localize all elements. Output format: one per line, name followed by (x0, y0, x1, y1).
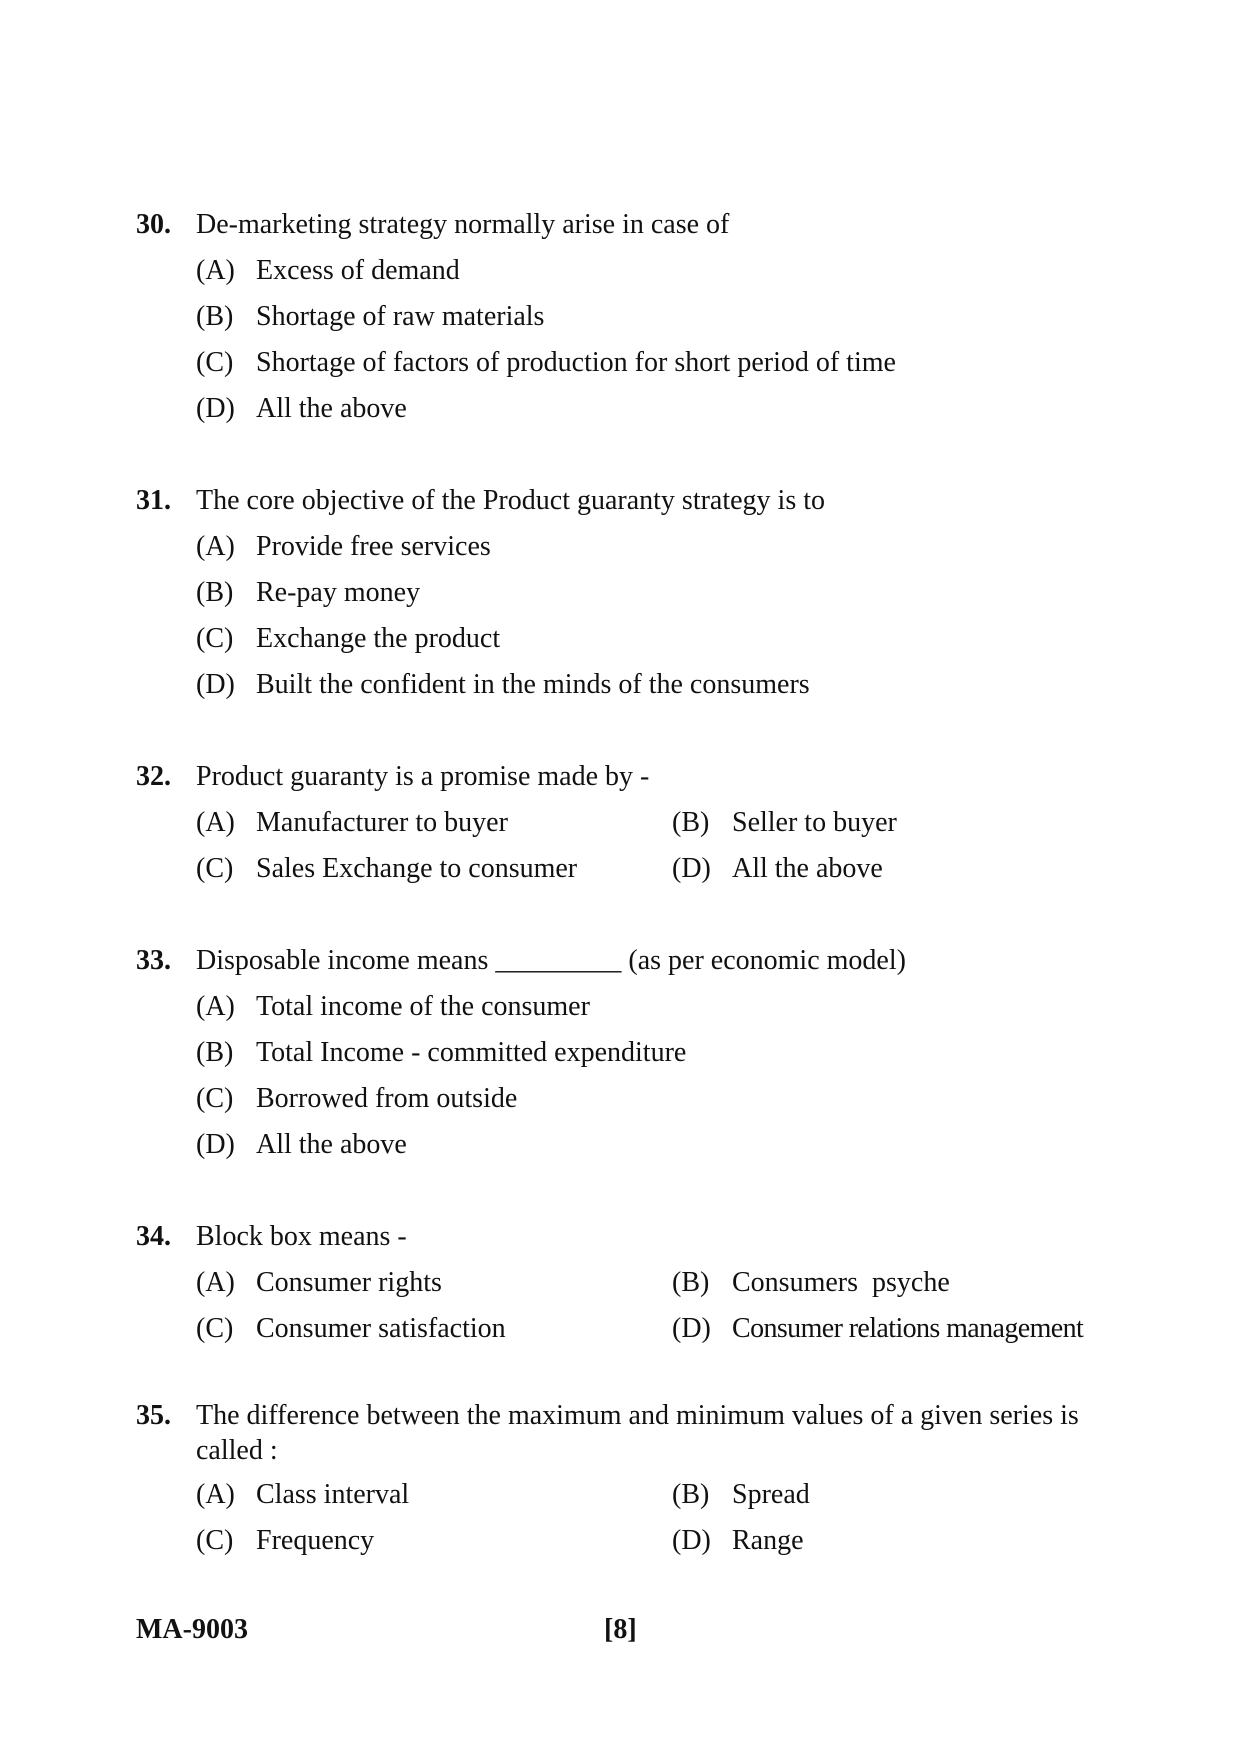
option-label: (C) (196, 853, 234, 884)
option-row (0, 846, 1241, 892)
option-text: Excess of demand (256, 255, 460, 286)
option-c (0, 846, 578, 892)
option-text: All the above (732, 853, 883, 884)
option-text: Consumer relations management (732, 1313, 1084, 1344)
option-row (0, 1518, 1241, 1564)
option-b (476, 1260, 956, 1306)
option-b (476, 800, 956, 846)
option-label: (A) (196, 807, 235, 838)
option-text: Frequency (256, 1525, 375, 1556)
question-31 (0, 478, 1241, 708)
option-text: Total income of the consumer (256, 991, 590, 1022)
option-text: Consumer rights (256, 1267, 442, 1298)
option-text: Seller to buyer (732, 807, 897, 838)
option-d (0, 1122, 1241, 1168)
option-c (0, 1306, 506, 1352)
option-text: Shortage of factors of production for short period of time (256, 347, 896, 378)
option-text: Built the confident in the minds of the consumers (256, 669, 810, 700)
option-text: Sales Exchange to consumer (256, 853, 578, 884)
option-d (476, 1306, 1084, 1352)
option-b (0, 570, 1241, 616)
question-33 (0, 938, 1241, 1168)
option-d (0, 386, 1241, 432)
option-b (0, 1030, 1241, 1076)
question-text: The core objective of the Product guaranty strategy is to (196, 485, 826, 516)
option-label: (D) (672, 1313, 711, 1344)
option-label: (A) (196, 1267, 235, 1298)
option-d (476, 846, 956, 892)
option-label: (B) (672, 1479, 710, 1510)
option-a (0, 984, 1241, 1030)
option-row (0, 800, 1241, 846)
option-label: (C) (196, 623, 234, 654)
question-number: 30. (136, 209, 171, 240)
option-label: (B) (196, 301, 234, 332)
option-row (0, 1472, 1241, 1518)
option-label: (D) (196, 1129, 235, 1160)
option-d (476, 1518, 956, 1564)
question-number: 33. (136, 945, 171, 976)
option-label: (C) (196, 347, 234, 378)
option-text: Class interval (256, 1479, 410, 1510)
question-text: Product guaranty is a promise made by - (196, 761, 650, 792)
option-text: Shortage of raw materials (256, 301, 545, 332)
option-label: (D) (672, 853, 711, 884)
option-text: All the above (256, 393, 407, 424)
option-row (0, 1260, 1241, 1306)
option-text: Borrowed from outside (256, 1083, 518, 1114)
question-number: 35. (136, 1400, 171, 1431)
option-label: (D) (196, 669, 235, 700)
option-label: (A) (196, 991, 235, 1022)
option-a (0, 248, 1241, 294)
question-text: The difference between the maximum and minimum values of a given series is called : (196, 1400, 1079, 1466)
option-text: Manufacturer to buyer (256, 807, 508, 838)
option-row (0, 1306, 1241, 1352)
option-label: (C) (196, 1083, 234, 1114)
option-text: Re-pay money (256, 577, 421, 608)
option-label: (A) (196, 255, 235, 286)
question-number: 34. (136, 1221, 171, 1252)
option-a (0, 1260, 480, 1306)
question-30 (0, 202, 1241, 432)
option-c (0, 1076, 1241, 1122)
page-number: [8] (604, 1614, 637, 1645)
option-text: Range (732, 1525, 804, 1556)
option-a (0, 1472, 480, 1518)
question-text: Disposable income means _________ (as per economic model) (196, 945, 906, 976)
option-text: All the above (256, 1129, 407, 1160)
option-a (0, 800, 508, 846)
question-number: 31. (136, 485, 171, 516)
option-label: (A) (196, 531, 235, 562)
option-text: Exchange the product (256, 623, 501, 654)
option-label: (A) (196, 1479, 235, 1510)
option-label: (B) (196, 577, 234, 608)
option-text: Consumer satisfaction (256, 1313, 506, 1344)
option-label: (B) (672, 807, 710, 838)
option-label: (C) (196, 1313, 234, 1344)
question-text: De-marketing strategy normally arise in case of (196, 209, 730, 240)
option-label: (B) (672, 1267, 710, 1298)
option-text: Spread (732, 1479, 810, 1510)
paper-code: MA-9003 (136, 1614, 248, 1645)
question-number: 32. (136, 761, 171, 792)
option-c (0, 1518, 480, 1564)
question-32 (0, 754, 1241, 892)
option-d (0, 662, 1241, 708)
question-34 (0, 1214, 1241, 1352)
option-b (0, 294, 1241, 340)
option-label: (C) (196, 1525, 234, 1556)
option-label: (B) (196, 1037, 234, 1068)
option-text: Provide free services (256, 531, 491, 562)
question-35 (0, 1398, 1241, 1564)
option-c (0, 616, 1241, 662)
option-c (0, 340, 1241, 386)
option-text: Consumers psyche (732, 1267, 950, 1298)
option-label: (D) (672, 1525, 711, 1556)
option-a (0, 524, 1241, 570)
option-text: Total Income - committed expenditure (256, 1037, 687, 1068)
option-label: (D) (196, 393, 235, 424)
question-text: Block box means - (196, 1221, 407, 1252)
option-b (476, 1472, 956, 1518)
